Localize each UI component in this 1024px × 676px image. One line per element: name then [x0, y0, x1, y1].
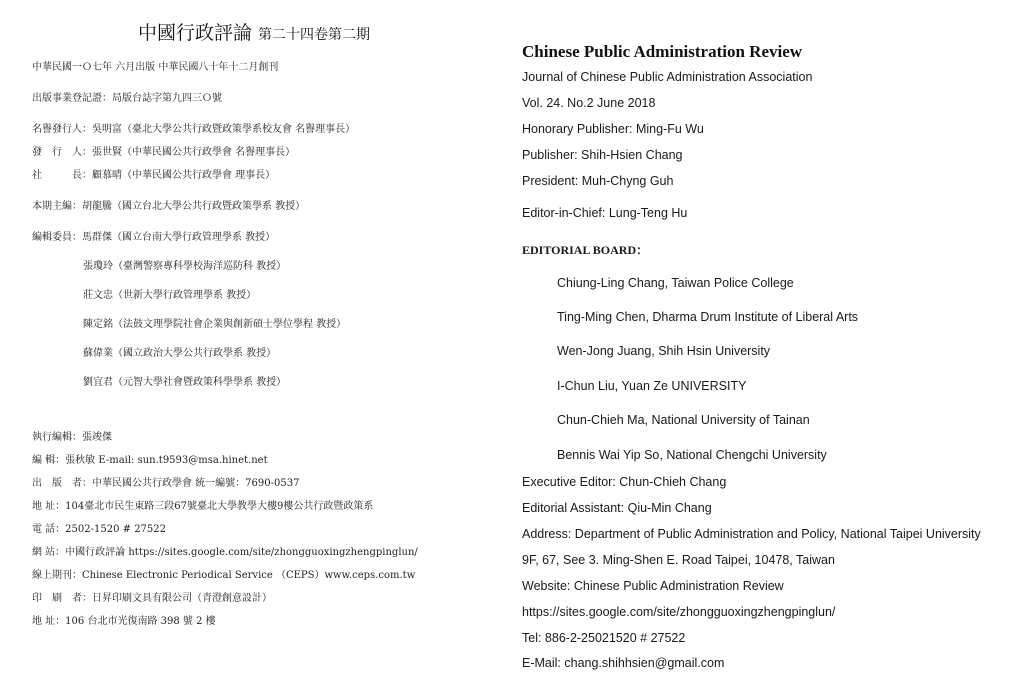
- board-member: Ting-Ming Chen, Dharma Drum Institute of Liberal Arts: [557, 310, 859, 324]
- english-masthead: [500, 0, 1024, 676]
- committee-member-zh: 蘇偉業（國立政治大學公共行政學系 教授）: [83, 348, 277, 359]
- phone-en: Tel: 886-2-25021520 # 27522: [522, 631, 686, 645]
- committee-member-zh: 張瓊玲（臺灣警察專科學校海洋巡防科 教授）: [83, 261, 287, 272]
- journal-title-zh: [138, 18, 370, 45]
- website-url-en: https://sites.google.com/site/zhongguoxingzhengpinglun/: [522, 605, 836, 619]
- honorary-publisher-zh: 名譽發行人：吳明富（臺北大學公共行政暨政策學系校友會 名譽理事長）: [32, 124, 356, 135]
- association-en: Journal of Chinese Public Administration Association: [522, 70, 813, 84]
- journal-title-en: Chinese Public Administration Review: [522, 42, 803, 61]
- email-en: E-Mail: chang.shihhsien@gmail.com: [522, 656, 725, 670]
- board-member: Bennis Wai Yip So, National Chengchi University: [557, 448, 827, 462]
- address-en: Address: Department of Public Administration and Policy, National Taipei University: [522, 527, 981, 541]
- address-zh: 地 址：104臺北市民生東路三段67號臺北大學教學大樓9樓公共行政暨政策系: [32, 501, 374, 512]
- issue-zh: 第二十四卷第二期: [258, 27, 371, 43]
- online-journal-zh: 線上期刊：Chinese Electronic Periodical Service （CEPS）www.ceps.com.tw: [32, 570, 416, 581]
- board-member: I-Chun Liu, Yuan Ze UNIVERSITY: [557, 379, 747, 393]
- journal-name-zh: 中國行政評論: [138, 22, 253, 44]
- chinese-masthead: [0, 0, 500, 676]
- committee-member-zh: 劉宜君（元智大學社會暨政策科學學系 教授）: [83, 377, 287, 388]
- website-zh: 網 站：中國行政評論 https://sites.google.com/site/zhongguoxingzhengpinglun/: [32, 547, 418, 558]
- executive-editor-en: Executive Editor: Chun-Chieh Chang: [522, 475, 727, 489]
- honorary-publisher-en: Honorary Publisher: Ming-Fu Wu: [522, 122, 704, 136]
- committee-member-zh: 莊文忠（世新大學行政管理學系 教授）: [83, 290, 257, 301]
- publisher-org-zh: 出 版 者：中華民國公共行政學會 統一編號：7690-0537: [32, 478, 300, 489]
- editorial-assistant-en: Editorial Assistant: Qiu-Min Chang: [522, 501, 712, 515]
- registration-zh: 出版事業登記證：局版台誌字第九四三Ｏ號: [32, 93, 222, 104]
- president-en: President: Muh-Chyng Guh: [522, 174, 674, 188]
- editor-zh: 編 輯：張秋敏 E-mail: sun.t9593@msa.hinet.net: [32, 455, 268, 466]
- address-line2-en: 9F, 67, See 3. Ming-Shen E. Road Taipei, 10478, Taiwan: [522, 553, 835, 567]
- printer-zh: 印 刷 者：日昇印刷文具有限公司（青澄創意設計）: [32, 593, 272, 604]
- committee-header-zh: 編輯委員：馬群傑（國立台南大學行政管理學系 教授）: [32, 232, 276, 243]
- editorial-board-header: EDITORIAL BOARD：: [522, 243, 649, 257]
- board-member: Wen-Jong Juang, Shih Hsin University: [557, 344, 771, 358]
- volume-en: Vol. 24. No.2 June 2018: [522, 96, 656, 110]
- website-en: Website: Chinese Public Administration Review: [522, 579, 784, 593]
- publisher-zh: 發 行 人：張世賢（中華民國公共行政學會 名譽理事長）: [32, 147, 296, 158]
- editor-in-chief-zh: 本期主編：胡龍騰（國立台北大學公共行政暨政策學系 教授）: [32, 201, 306, 212]
- board-member: Chun-Chieh Ma, National University of Tainan: [557, 413, 810, 427]
- editor-in-chief-en: Editor-in-Chief: Lung-Teng Hu: [522, 206, 688, 220]
- publisher-en: Publisher: Shih-Hsien Chang: [522, 148, 683, 162]
- committee-member-zh: 陳定銘（法鼓文理學院社會企業與創新碩士學位學程 教授）: [83, 319, 347, 330]
- board-member: Chiung-Ling Chang, Taiwan Police College: [557, 276, 794, 290]
- president-zh: 社 長：顧慕晴（中華民國公共行政學會 理事長）: [32, 170, 276, 181]
- printer-address-zh: 地 址：106 台北市光復南路 398 號 2 樓: [32, 616, 216, 627]
- phone-zh: 電 話：2502-1520 # 27522: [32, 524, 167, 535]
- publication-date-zh: 中華民國一Ｏ七年 六月出版 中華民國八十年十二月創刊: [32, 62, 279, 73]
- executive-editor-zh: 執行編輯：張竣傑: [32, 432, 112, 443]
